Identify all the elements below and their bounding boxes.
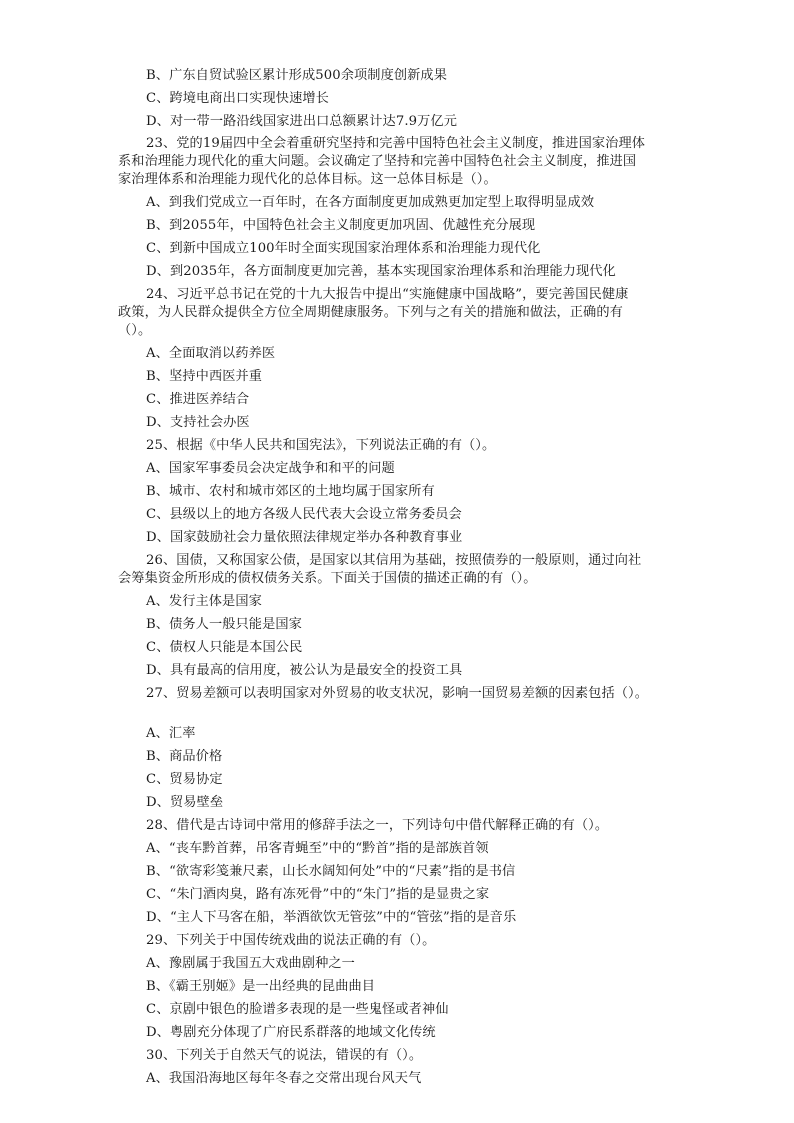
text-line: A、“丧车黔首葬，吊客青蝇至”中的“黔首”指的是部族首领 <box>146 841 489 856</box>
text-line: C、“朱门酒肉臭，路有冻死骨”中的“朱门”指的是显贵之家 <box>146 887 490 902</box>
text-line: 系和治理能力现代化的重大问题。会议确定了坚持和完善中国特色社会主义制度，推进国 <box>118 154 637 169</box>
text-line: A、豫剧属于我国五大戏曲剧种之一 <box>146 956 355 971</box>
text-line: C、推进医养结合 <box>146 392 250 407</box>
text-line: 24、习近平总书记在党的十九大报告中提出“实施健康中国战略”，要完善国民健康 <box>146 287 629 302</box>
text-line: A、汇率 <box>146 726 196 741</box>
text-line: B、“欲寄彩笺兼尺素，山长水阔知何处”中的“尺素”指的是书信 <box>146 864 516 879</box>
text-line: C、县级以上的地方各级人民代表大会设立常务委员会 <box>146 507 462 522</box>
text-line: 27、贸易差额可以表明国家对外贸易的收支状况，影响一国贸易差额的因素包括（）。 <box>146 686 649 701</box>
text-line: A、全面取消以药养医 <box>146 346 276 361</box>
text-line: D、国家鼓励社会力量依照法律规定举办各种教育事业 <box>146 530 463 545</box>
text-line: B、坚持中西医并重 <box>146 369 263 384</box>
text-line: 家治理体系和治理能力现代化的总体目标。这一总体目标是（）。 <box>118 172 497 187</box>
text-line: 会筹集资金所形成的债权债务关系。下面关于国债的描述正确的有（）。 <box>118 571 537 586</box>
text-line: B、《霸王别姬》是一出经典的昆曲曲目 <box>146 979 376 994</box>
text-line: 23、党的19届四中全会着重研究坚持和完善中国特色社会主义制度，推进国家治理体 <box>146 136 646 151</box>
text-line: D、粤剧充分体现了广府民系群落的地域文化传统 <box>146 1025 436 1040</box>
text-line: 29、下列关于中国传统戏曲的说法正确的有（）。 <box>146 933 436 948</box>
text-line: 26、国债，又称国家公债，是国家以其信用为基础，按照债券的一般原则，通过向社 <box>146 553 642 568</box>
text-line: 28、借代是古诗词中常用的修辞手法之一，下列诗句中借代解释正确的有（）。 <box>146 818 609 833</box>
text-line: （）。 <box>118 323 152 338</box>
text-line: C、京剧中银色的脸谱多表现的是一些鬼怪或者神仙 <box>146 1002 449 1017</box>
text-line: B、到2055年，中国特色社会主义制度更加巩固、优越性充分展现 <box>146 218 536 233</box>
text-line: B、商品价格 <box>146 749 223 764</box>
text-line: D、具有最高的信用度，被公认为是最安全的投资工具 <box>146 663 463 678</box>
text-line: A、发行主体是国家 <box>146 594 262 609</box>
text-line: D、到2035年，各方面制度更加完善，基本实现国家治理体系和治理能力现代化 <box>146 264 616 279</box>
text-line: C、贸易协定 <box>146 772 223 787</box>
text-line: B、债务人一般只能是国家 <box>146 617 302 632</box>
text-line: D、贸易壁垒 <box>146 795 224 810</box>
text-line: A、国家军事委员会决定战争和和平的问题 <box>146 461 395 476</box>
text-line: B、城市、农村和城市郊区的土地均属于国家所有 <box>146 484 435 499</box>
text-line: 25、根据《中华人民共和国宪法》，下列说法正确的有（）。 <box>146 438 496 453</box>
text-line: D、对一带一路沿线国家进出口总额累计达7.9万亿元 <box>146 114 457 129</box>
text-line: D、“主人下马客在船，举酒欲饮无管弦”中的“管弦”指的是音乐 <box>146 910 517 925</box>
text-line: A、到我们党成立一百年时，在各方面制度更加成熟更加定型上取得明显成效 <box>146 195 595 210</box>
text-line: 政策，为人民群众提供全方位全周期健康服务。下列与之有关的措施和做法，正确的有 <box>118 305 623 320</box>
text-line: A、我国沿海地区每年冬春之交常出现台风天气 <box>146 1071 422 1086</box>
text-line: D、支持社会办医 <box>146 415 250 430</box>
text-line: B、广东自贸试验区累计形成500余项制度创新成果 <box>146 68 448 83</box>
text-line: 30、下列关于自然天气的说法，错误的有（）。 <box>146 1048 423 1063</box>
text-line: C、到新中国成立100年时全面实现国家治理体系和治理能力现代化 <box>146 241 541 256</box>
text-line: C、跨境电商出口实现快速增长 <box>146 91 329 106</box>
text-line: C、债权人只能是本国公民 <box>146 640 303 655</box>
